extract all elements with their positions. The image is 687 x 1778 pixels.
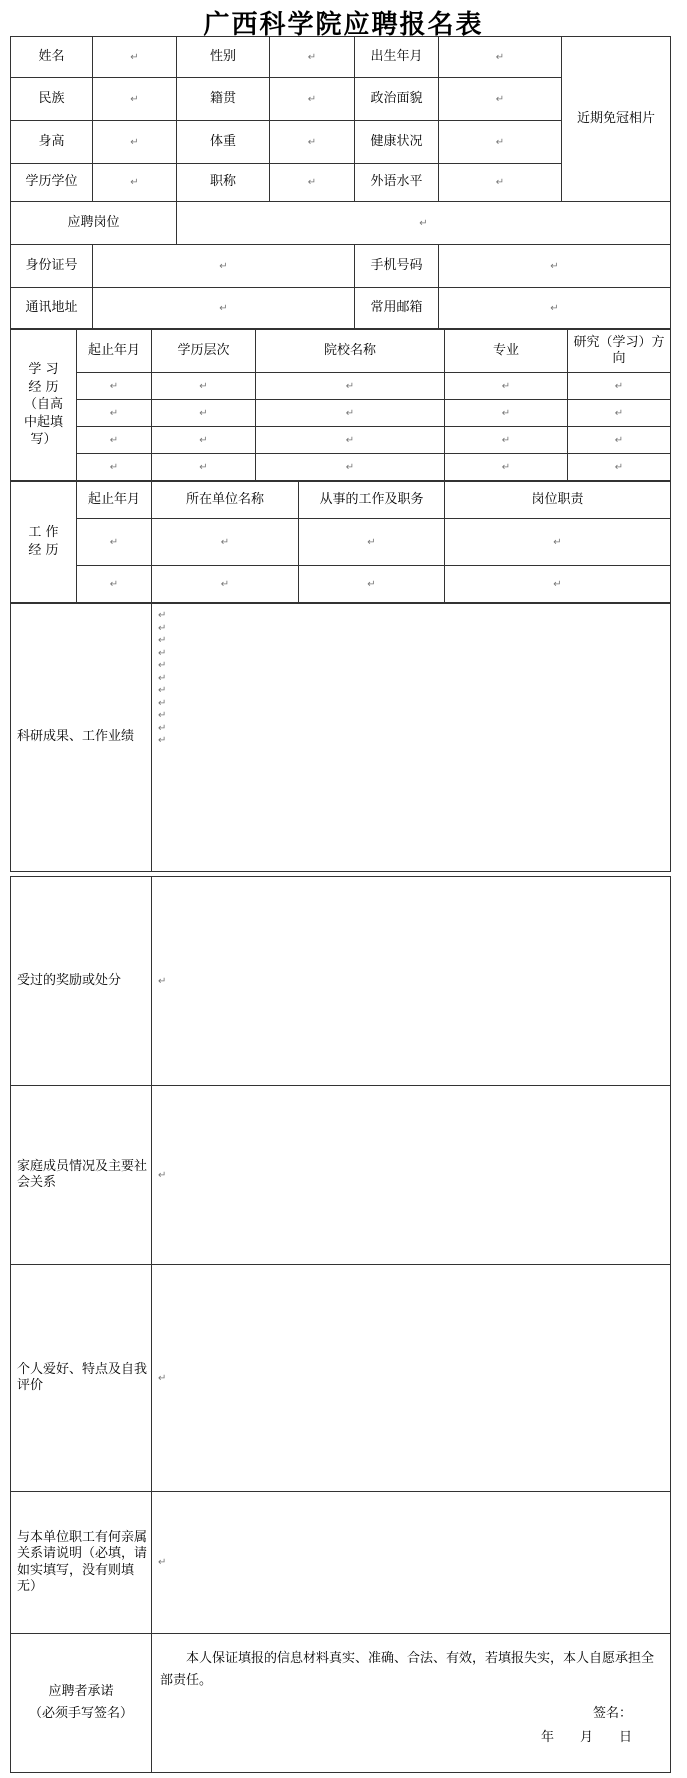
work-cell[interactable]: ↵ [445, 519, 671, 566]
work-cell[interactable]: ↵ [445, 566, 671, 603]
work-header-role: 从事的工作及职务 [299, 482, 445, 519]
study-header-period: 起止年月 [77, 330, 152, 373]
address-field[interactable]: ↵ [93, 288, 355, 329]
pledge-note: （必须手写签名） [28, 1706, 133, 1721]
position-field[interactable]: ↵ [177, 202, 671, 245]
native-place-label: 籍贯 [177, 78, 270, 121]
work-section-label: 工 作 经 历 [11, 482, 77, 603]
language-field[interactable]: ↵ [439, 164, 562, 202]
pledge-text: 本人保证填报的信息材料真实、准确、合法、有效，若填报失实，本人自愿承担全部责任。 [160, 1651, 655, 1689]
photo-box[interactable]: 近期免冠相片 [562, 37, 671, 202]
study-cell[interactable]: ↵ [152, 427, 256, 454]
study-header-school: 院校名称 [256, 330, 445, 373]
job-title-label: 职称 [177, 164, 270, 202]
work-cell[interactable]: ↵ [152, 566, 299, 603]
study-cell[interactable]: ↵ [256, 454, 445, 481]
study-cell[interactable]: ↵ [445, 454, 568, 481]
height-field[interactable]: ↵ [93, 121, 177, 164]
study-cell[interactable]: ↵ [77, 373, 152, 400]
study-cell[interactable]: ↵ [152, 454, 256, 481]
ethnicity-field[interactable]: ↵ [93, 78, 177, 121]
work-header-period: 起止年月 [77, 482, 152, 519]
signature-date: 年 月 日 [540, 1729, 632, 1745]
email-field[interactable]: ↵ [439, 288, 671, 329]
education-label: 学历学位 [11, 164, 93, 202]
work-cell[interactable]: ↵ [77, 566, 152, 603]
family-label: 家庭成员情况及主要社会关系 [11, 1086, 152, 1265]
health-label: 健康状况 [355, 121, 439, 164]
gender-field[interactable]: ↵ [270, 37, 355, 78]
study-row [11, 373, 671, 400]
birth-field[interactable]: ↵ [439, 37, 562, 78]
work-cell[interactable]: ↵ [77, 519, 152, 566]
awards-label: 受过的奖励或处分 [11, 877, 152, 1086]
study-header-direction: 研究（学习）方向 [568, 330, 671, 373]
study-cell[interactable]: ↵ [77, 400, 152, 427]
form-part-1 [10, 36, 670, 872]
ethnicity-label: 民族 [11, 78, 93, 121]
work-header-duties: 岗位职责 [445, 482, 671, 519]
position-label: 应聘岗位 [11, 202, 177, 245]
political-status-label: 政治面貌 [355, 78, 439, 121]
family-field[interactable]: ↵ [152, 1086, 671, 1265]
work-cell[interactable]: ↵ [299, 566, 445, 603]
relatives-label: 与本单位职工有何亲属关系请说明（必填，请如实填写，没有则填无） [11, 1492, 152, 1634]
study-row [11, 427, 671, 454]
study-cell[interactable]: ↵ [568, 373, 671, 400]
study-header-major: 专业 [445, 330, 568, 373]
address-label: 通讯地址 [11, 288, 93, 329]
weight-field[interactable]: ↵ [270, 121, 355, 164]
study-cell[interactable]: ↵ [77, 454, 152, 481]
form-part-2 [10, 876, 670, 1773]
health-field[interactable]: ↵ [439, 121, 562, 164]
awards-field[interactable]: ↵ [152, 877, 671, 1086]
name-field[interactable]: ↵ [93, 37, 177, 78]
study-cell[interactable]: ↵ [256, 400, 445, 427]
pledge-cell[interactable] [152, 1634, 671, 1773]
signature-label: 签名： [592, 1706, 632, 1722]
research-label: 科研成果、工作业绩 [11, 604, 152, 872]
gender-label: 性别 [177, 37, 270, 78]
id-label: 身份证号 [11, 245, 93, 288]
work-row [11, 519, 671, 566]
study-row [11, 454, 671, 481]
hobbies-field[interactable]: ↵ [152, 1265, 671, 1492]
political-status-field[interactable]: ↵ [439, 78, 562, 121]
study-cell[interactable]: ↵ [152, 400, 256, 427]
study-cell[interactable]: ↵ [445, 427, 568, 454]
pledge-label-cell [11, 1634, 152, 1773]
email-label: 常用邮箱 [355, 288, 439, 329]
study-cell[interactable]: ↵ [445, 400, 568, 427]
hobbies-label: 个人爱好、特点及自我评价 [11, 1265, 152, 1492]
phone-label: 手机号码 [355, 245, 439, 288]
work-row [11, 566, 671, 603]
phone-field[interactable]: ↵ [439, 245, 671, 288]
study-cell[interactable]: ↵ [256, 427, 445, 454]
birth-label: 出生年月 [355, 37, 439, 78]
research-field[interactable]: ↵ ↵ ↵ ↵ ↵ ↵ ↵ ↵ ↵ ↵ ↵ [152, 604, 671, 872]
height-label: 身高 [11, 121, 93, 164]
study-cell[interactable]: ↵ [256, 373, 445, 400]
study-cell[interactable]: ↵ [568, 400, 671, 427]
study-cell[interactable]: ↵ [568, 454, 671, 481]
native-place-field[interactable]: ↵ [270, 78, 355, 121]
id-field[interactable]: ↵ [93, 245, 355, 288]
weight-label: 体重 [177, 121, 270, 164]
study-cell[interactable]: ↵ [77, 427, 152, 454]
study-cell[interactable]: ↵ [445, 373, 568, 400]
study-row [11, 400, 671, 427]
work-cell[interactable]: ↵ [299, 519, 445, 566]
work-cell[interactable]: ↵ [152, 519, 299, 566]
study-section-label: 学 习 经 历 （自高 中起填 写） [11, 330, 77, 481]
education-field[interactable]: ↵ [93, 164, 177, 202]
name-label: 姓名 [11, 37, 93, 78]
job-title-field[interactable]: ↵ [270, 164, 355, 202]
form-title: 广西科学院应聘报名表 [203, 10, 484, 40]
pledge-label: 应聘者承诺 [48, 1683, 114, 1699]
study-cell[interactable]: ↵ [568, 427, 671, 454]
language-label: 外语水平 [355, 164, 439, 202]
work-header-employer: 所在单位名称 [152, 482, 299, 519]
study-cell[interactable]: ↵ [152, 373, 256, 400]
study-header-level: 学历层次 [152, 330, 256, 373]
relatives-field[interactable]: ↵ [152, 1492, 671, 1634]
